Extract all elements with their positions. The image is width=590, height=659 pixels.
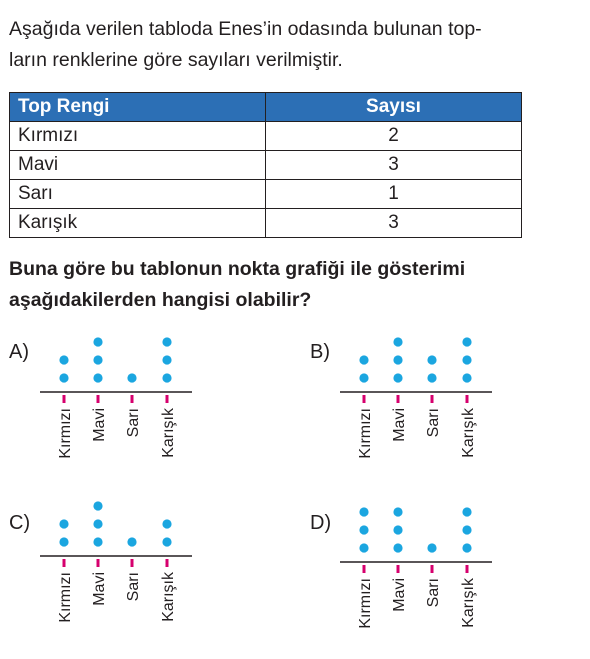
data-dot <box>393 337 402 346</box>
data-dot <box>93 373 102 382</box>
data-dot <box>93 537 102 546</box>
data-dot <box>93 519 102 528</box>
data-dot <box>59 519 68 528</box>
data-dot <box>393 373 402 382</box>
header-count: Sayısı <box>266 93 522 122</box>
data-dot <box>93 501 102 510</box>
option-d-label[interactable]: D) <box>310 512 332 534</box>
data-dot <box>162 373 171 382</box>
data-dot <box>427 543 436 552</box>
data-dot <box>359 507 368 516</box>
data-dot <box>462 337 471 346</box>
data-dot <box>359 543 368 552</box>
category-label: Kırmızı <box>357 408 374 459</box>
data-dot <box>393 507 402 516</box>
category-label: Sarı <box>425 578 442 608</box>
data-dot <box>93 337 102 346</box>
data-dot <box>162 519 171 528</box>
table-row <box>10 209 522 238</box>
option-b-dot-plot[interactable] <box>336 330 496 475</box>
data-dot <box>59 537 68 546</box>
data-dot <box>427 373 436 382</box>
data-dot <box>93 355 102 364</box>
option-d-dot-plot[interactable] <box>336 500 496 645</box>
row-color-name: Mavi <box>10 151 266 180</box>
data-dot <box>393 355 402 364</box>
category-label: Karışık <box>460 408 477 458</box>
header-ball-color: Top Rengi <box>10 93 266 122</box>
ball-color-table <box>9 92 522 238</box>
data-dot <box>162 337 171 346</box>
category-label: Sarı <box>125 572 142 602</box>
category-label: Karışık <box>160 572 177 622</box>
data-dot <box>462 543 471 552</box>
category-label: Mavi <box>91 572 108 606</box>
option-c-dot-plot[interactable] <box>36 494 196 639</box>
question-line-2: aşağıdakilerden hangisi olabilir? <box>9 289 312 311</box>
category-label: Karışık <box>460 578 477 628</box>
table-header-row <box>10 93 522 122</box>
row-count: 3 <box>266 151 522 180</box>
category-label: Kırmızı <box>57 572 74 623</box>
table-row <box>10 122 522 151</box>
intro-text <box>9 14 581 76</box>
data-dot <box>462 355 471 364</box>
data-dot <box>359 525 368 534</box>
data-dot <box>127 537 136 546</box>
data-dot <box>162 355 171 364</box>
data-dot <box>462 507 471 516</box>
option-a-label[interactable]: A) <box>9 341 29 363</box>
table-row <box>10 151 522 180</box>
row-color-name: Kırmızı <box>10 122 266 151</box>
data-dot <box>462 373 471 382</box>
intro-line-2: ların renklerine göre sayıları verilmiştir. <box>9 49 343 71</box>
category-label: Mavi <box>391 408 408 442</box>
data-dot <box>462 525 471 534</box>
row-color-name: Karışık <box>10 209 266 238</box>
data-dot <box>162 537 171 546</box>
question-text <box>9 254 581 316</box>
option-b-label[interactable]: B) <box>310 341 330 363</box>
data-dot <box>359 355 368 364</box>
option-c-label[interactable]: C) <box>9 512 31 534</box>
data-dot <box>393 543 402 552</box>
category-label: Mavi <box>91 408 108 442</box>
category-label: Mavi <box>391 578 408 612</box>
data-dot <box>59 355 68 364</box>
data-dot <box>59 373 68 382</box>
data-dot <box>393 525 402 534</box>
category-label: Karışık <box>160 408 177 458</box>
data-dot <box>127 373 136 382</box>
category-label: Sarı <box>425 408 442 438</box>
row-color-name: Sarı <box>10 180 266 209</box>
intro-line-1: Aşağıda verilen tabloda Enes’in odasında bulunan top- <box>9 18 482 40</box>
row-count: 3 <box>266 209 522 238</box>
row-count: 1 <box>266 180 522 209</box>
data-dot <box>359 373 368 382</box>
option-a-dot-plot[interactable] <box>36 330 196 475</box>
question-line-1: Buna göre bu tablonun nokta grafiği ile gösterimi <box>9 258 466 280</box>
category-label: Sarı <box>125 408 142 438</box>
category-label: Kırmızı <box>57 408 74 459</box>
row-count: 2 <box>266 122 522 151</box>
table-row <box>10 180 522 209</box>
category-label: Kırmızı <box>357 578 374 629</box>
data-dot <box>427 355 436 364</box>
